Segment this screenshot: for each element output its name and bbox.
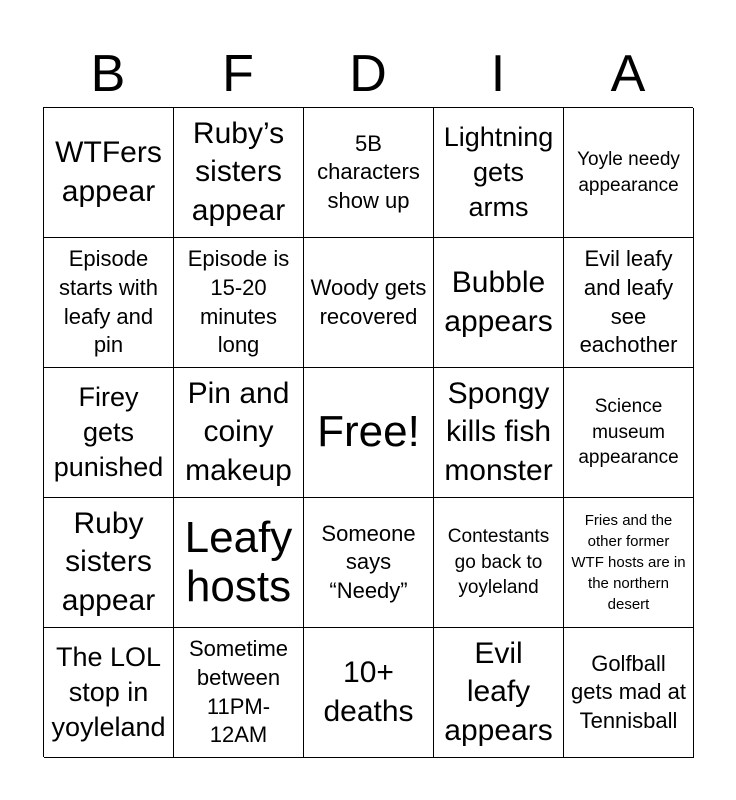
bingo-header xyxy=(43,40,693,108)
cell-text: Contestants go back to yoyleland xyxy=(447,525,550,599)
bingo-cell[interactable] xyxy=(564,498,694,628)
cell-text: Episode starts with leafy and pin xyxy=(58,246,159,358)
bingo-cell[interactable] xyxy=(304,498,434,628)
cell-text: Fries and the other former WTF hosts are in the northern desert xyxy=(571,512,686,613)
bingo-cell[interactable] xyxy=(434,238,564,368)
header-letter-f: F xyxy=(222,45,254,103)
cell-text: Evil leafy appears xyxy=(444,636,553,747)
bingo-cell[interactable] xyxy=(564,108,694,238)
bingo-cell[interactable] xyxy=(44,498,174,628)
bingo-cell[interactable] xyxy=(564,628,694,758)
cell-text: 10+ deaths xyxy=(323,656,414,728)
bingo-cell[interactable] xyxy=(44,628,174,758)
cell-text: Firey gets punished xyxy=(53,381,164,483)
header-letter-d: D xyxy=(349,45,387,103)
cell-text: Lightning gets arms xyxy=(443,121,554,223)
cell-text: Science museum appearance xyxy=(578,395,679,469)
cell-text: Someone says “Needy” xyxy=(321,520,416,603)
cell-text: Ruby sisters appear xyxy=(61,506,156,617)
cell-text: Pin and coiny makeup xyxy=(185,376,292,487)
cell-text: Ruby’s sisters appear xyxy=(191,116,286,227)
header-letter-i: I xyxy=(490,45,506,103)
bingo-cell[interactable] xyxy=(304,108,434,238)
header-letter-b: B xyxy=(90,45,126,103)
cell-text: Yoyle needy appearance xyxy=(577,148,680,196)
cell-text: The LOL stop in yoyleland xyxy=(51,641,166,743)
bingo-cell[interactable] xyxy=(434,368,564,498)
cell-text: Woody gets recovered xyxy=(310,274,427,329)
free-space-cell[interactable] xyxy=(304,368,434,498)
cell-text: Sometime between 11PM-12AM xyxy=(188,636,289,748)
bingo-cell[interactable] xyxy=(434,498,564,628)
bingo-cell[interactable] xyxy=(174,238,304,368)
bingo-cell[interactable] xyxy=(434,628,564,758)
cell-text: Golfball gets mad at Tennisball xyxy=(571,650,686,733)
bingo-cell[interactable] xyxy=(174,628,304,758)
header-letter-a: A xyxy=(610,45,646,103)
bingo-cell[interactable] xyxy=(174,108,304,238)
bingo-cell[interactable] xyxy=(304,238,434,368)
cell-text: Episode is 15-20 minutes long xyxy=(187,246,290,358)
bingo-cell[interactable] xyxy=(564,238,694,368)
bingo-cell[interactable] xyxy=(304,628,434,758)
cell-text: Leafy hosts xyxy=(184,513,293,611)
bingo-cell[interactable] xyxy=(44,368,174,498)
bingo-cell[interactable] xyxy=(44,108,174,238)
bingo-board xyxy=(43,107,693,757)
free-space-text: Free! xyxy=(317,407,420,457)
cell-text: WTFers appear xyxy=(55,136,162,208)
cell-text: 5B characters show up xyxy=(317,130,420,213)
bingo-cell[interactable] xyxy=(434,108,564,238)
bingo-cell[interactable] xyxy=(564,368,694,498)
cell-text: Evil leafy and leafy see eachother xyxy=(579,246,678,358)
cell-text: Bubble appears xyxy=(444,266,553,338)
bingo-cell[interactable] xyxy=(44,238,174,368)
bingo-cell[interactable] xyxy=(174,368,304,498)
bingo-cell[interactable] xyxy=(174,498,304,628)
cell-text: Spongy kills fish monster xyxy=(444,376,553,487)
